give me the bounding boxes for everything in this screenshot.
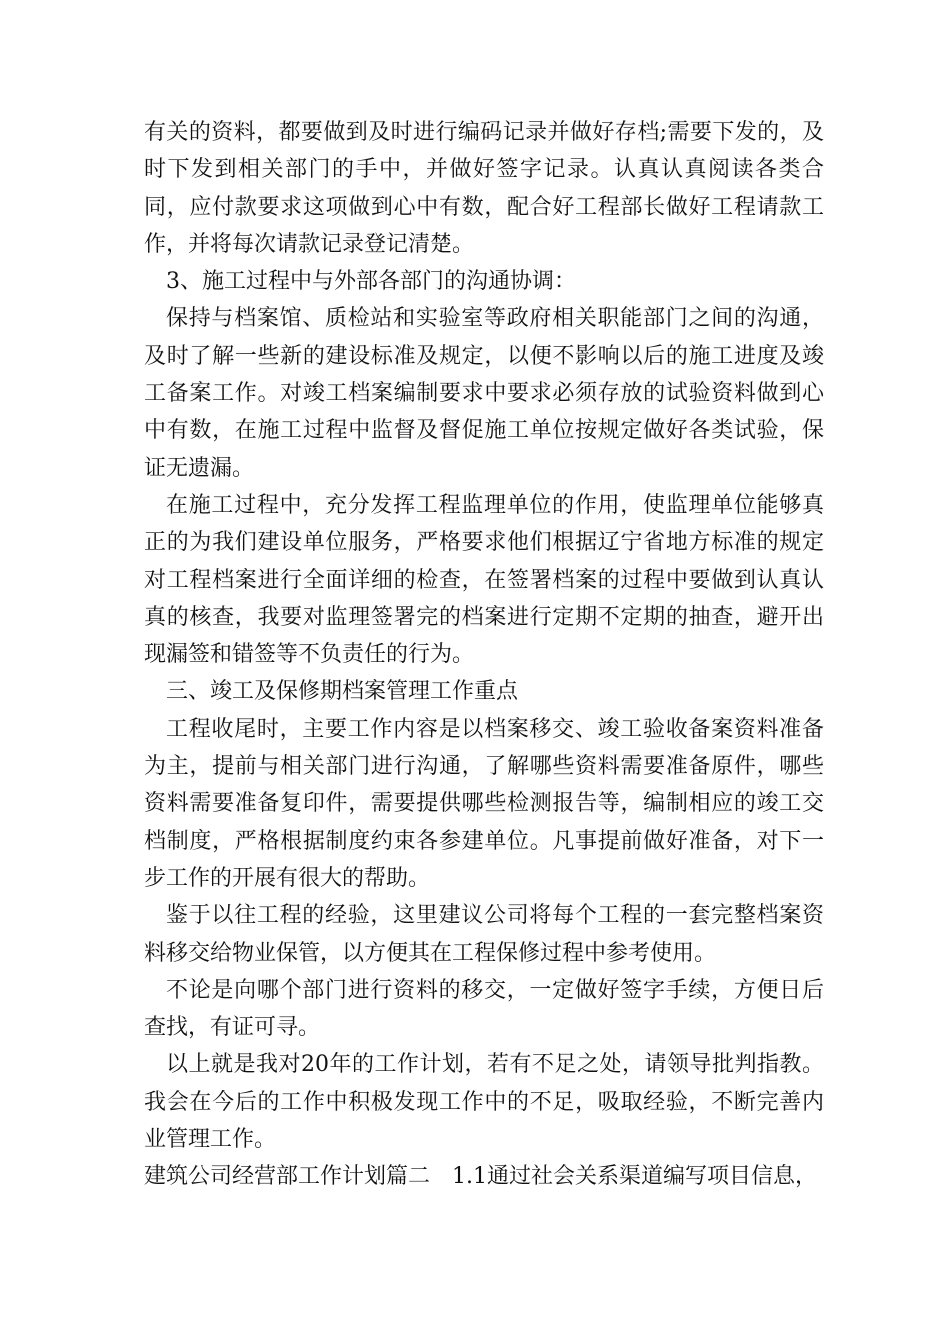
paragraph-signature-procedure: 不论是向哪个部门进行资料的移交，一定做好签字手续，方便日后查找，有证可寻。 <box>144 977 824 1041</box>
paragraph-property-handover: 鉴于以往工程的经验，这里建议公司将每个工程的一套完整档案资料移交给物业保管，以方便其在工程保修过程中参考使用。 <box>144 903 824 966</box>
paragraph-conclusion: 以上就是我对20年的工作计划，若有不足之处，请领导批判指教。我会在今后的工作中积极发现工作中的不足，吸取经验，不断完善内业管理工作。 <box>144 1052 824 1153</box>
document-body <box>144 114 824 1196</box>
paragraph-archive-contracts: 有关的资料，都要做到及时进行编码记录并做好存档;需要下发的，及时下发到相关部门的手中，并做好签字记录。认真认真阅读各类合同，应付款要求这项做到心中有数，配合好工程部长做好工程请款工作，并将每次请款记录登记清楚。 <box>144 120 824 257</box>
paragraph-project-closing: 工程收尾时，主要工作内容是以档案移交、竣工验收备案资料准备为主，提前与相关部门进行沟通，了解哪些资料需要准备原件，哪些资料需要准备复印件，需要提供哪些检测报告等，编制相应的竣工交档制度，严格根据制度约束各参建单位。凡事提前做好准备，对下一步工作的开展有很大的帮助。 <box>144 716 824 891</box>
heading-external-coordination: 3、施工过程中与外部各部门的沟通协调： <box>166 269 576 295</box>
heading-completion-warranty: 三、竣工及保修期档案管理工作重点 <box>166 679 519 705</box>
paragraph-plan-part-two: 建筑公司经营部工作计划篇二 1.1通过社会关系渠道编写项目信息， <box>144 1164 817 1190</box>
paragraph-supervision-unit: 在施工过程中，充分发挥工程监理单位的作用，使监理单位能够真正的为我们建设单位服务，严格要求他们根据辽宁省地方标准的规定对工程档案进行全面详细的检查，在签署档案的过程中要做到认真认真的核查，我要对监理签署完的档案进行定期不定期的抽查，避开出现漏签和错签等不负责任的行为。 <box>144 492 824 668</box>
paragraph-government-communication: 保持与档案馆、质检站和实验室等政府相关职能部门之间的沟通，及时了解一些新的建设标准及规定，以便不影响以后的施工进度及竣工备案工作。对竣工档案编制要求中要求必须存放的试验资料做到心中有数，在施工过程中监督及督促施工单位按规定做好各类试验，保证无遗漏。 <box>144 306 824 481</box>
